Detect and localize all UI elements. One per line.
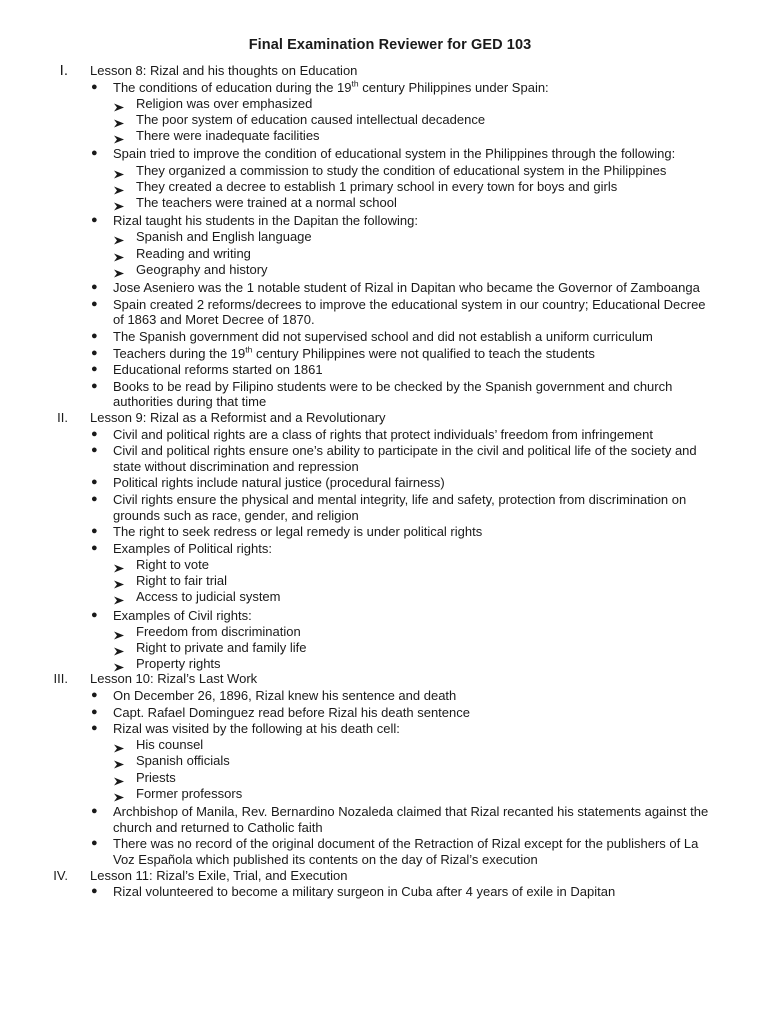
bullet-dot-icon: ● xyxy=(91,885,98,898)
bullet-text: Capt. Rafael Dominguez read before Rizal his death sentence xyxy=(113,704,470,720)
sub-item xyxy=(113,589,718,605)
sub-item xyxy=(113,128,718,144)
bullet-text: Archbishop of Manila, Rev. Bernardino Nozaleda claimed that Rizal recanted his statements against the church and returned to Catholic faith xyxy=(113,804,709,835)
lesson-section xyxy=(40,868,718,900)
sub-item-text: Reading and writing xyxy=(136,245,251,261)
arrow-bullet-icon xyxy=(113,100,125,109)
document-title: Final Examination Reviewer for GED 103 xyxy=(248,37,532,53)
bullet-item xyxy=(90,884,718,900)
sub-item xyxy=(113,573,718,589)
bullet-text: Spain created 2 reforms/decrees to improve the educational system in our country; Educational Decree of 1863 and Moret Decree of 1870. xyxy=(113,296,706,328)
sub-item xyxy=(113,229,718,245)
sub-item-text: Religion was over emphasized xyxy=(136,95,313,111)
lesson-section xyxy=(40,410,718,672)
sub-item-text: Property rights xyxy=(136,655,221,671)
bullet-text: Rizal taught his students in the Dapitan the following: xyxy=(113,213,418,229)
bullet-dot-icon: ● xyxy=(91,837,98,850)
bullet-item xyxy=(90,804,718,835)
bullet-item xyxy=(90,524,718,540)
bullet-item xyxy=(90,379,718,410)
arrow-bullet-icon xyxy=(113,774,125,783)
bullet-text: There was no record of the original document of the Retraction of Rizal except for the publishers of La Voz Española which published its contents on the day of Rizal’s execution xyxy=(113,836,699,867)
bullet-item xyxy=(90,475,718,491)
bullet-item xyxy=(90,280,718,296)
bullet-item xyxy=(90,362,718,378)
sub-item-text: Former professors xyxy=(136,785,243,801)
sub-item-text: Priests xyxy=(136,769,176,785)
bullet-list xyxy=(90,80,718,410)
bullet-text: Rizal was visited by the following at his death cell: xyxy=(113,721,400,737)
bullet-dot-icon: ● xyxy=(91,722,98,735)
bullet-dot-icon: ● xyxy=(91,346,98,359)
sub-item-text: Spanish officials xyxy=(136,753,230,769)
bullet-dot-icon: ● xyxy=(91,525,98,538)
sub-item-text: There were inadequate facilities xyxy=(136,127,320,143)
section-numeral: III. xyxy=(53,671,68,687)
sub-item-text: Geography and history xyxy=(136,261,268,277)
bullet-item xyxy=(90,705,718,721)
bullet-item xyxy=(90,427,718,443)
sub-list xyxy=(113,96,718,144)
bullet-item xyxy=(90,297,718,328)
arrow-bullet-icon xyxy=(113,757,125,766)
bullet-text-part: century Philippines were not qualified to teach the students xyxy=(252,345,595,361)
bullet-text-part: The conditions of education during the 19 xyxy=(113,79,352,95)
sub-item xyxy=(113,557,718,573)
bullet-list xyxy=(90,884,718,900)
lesson-heading: Lesson 8: Rizal and his thoughts on Education xyxy=(90,63,358,78)
arrow-bullet-icon xyxy=(113,593,125,602)
bullet-text: Spain tried to improve the condition of educational system in the Philippines through the following: xyxy=(113,146,676,162)
ordinal-suffix: th xyxy=(351,78,359,89)
bullet-text: Rizal volunteered to become a military surgeon in Cuba after 4 years of exile in Dapitan xyxy=(113,884,616,900)
ordinal-suffix: th xyxy=(245,344,253,355)
sub-item-text: The teachers were trained at a normal school xyxy=(136,194,397,210)
bullet-item xyxy=(90,346,718,362)
sub-item-text: They created a decree to establish 1 primary school in every town for boys and girls xyxy=(136,178,618,194)
lesson-heading: Lesson 10: Rizal’s Last Work xyxy=(90,671,258,687)
bullet-list xyxy=(90,688,718,868)
bullet-dot-icon: ● xyxy=(91,427,98,440)
sub-item-text: They organized a commission to study the condition of educational system in the Philippines xyxy=(136,162,667,178)
sub-item xyxy=(113,262,718,278)
bullet-dot-icon: ● xyxy=(91,541,98,554)
arrow-bullet-icon xyxy=(113,167,125,176)
sub-item xyxy=(113,786,718,802)
bullet-dot-icon: ● xyxy=(91,608,98,621)
arrow-bullet-icon xyxy=(113,266,125,275)
bullet-text xyxy=(113,80,549,95)
bullet-item xyxy=(90,836,718,867)
arrow-bullet-icon xyxy=(113,577,125,586)
bullet-dot-icon: ● xyxy=(91,379,98,392)
lesson-sections xyxy=(40,63,718,900)
bullet-dot-icon: ● xyxy=(91,80,98,93)
bullet-item xyxy=(90,721,718,801)
bullet-text: Examples of Civil rights: xyxy=(113,607,252,623)
bullet-item xyxy=(90,443,718,474)
sub-item xyxy=(113,624,718,640)
bullet-text-part: century Philippines under Spain: xyxy=(358,79,549,95)
arrow-bullet-icon xyxy=(113,233,125,242)
bullet-text: Civil and political rights ensure one’s ability to participate in the civil and political life of the society and state without discrimination and repression xyxy=(113,443,697,474)
sub-item xyxy=(113,737,718,753)
bullet-text: Jose Aseniero was the 1 notable student of Rizal in Dapitan who became the Governor of Zamboanga xyxy=(113,280,700,296)
sub-item xyxy=(113,656,718,672)
bullet-text: Civil and political rights are a class of rights that protect individuals’ freedom from infringement xyxy=(113,426,653,442)
arrow-bullet-icon xyxy=(113,561,125,570)
sub-list xyxy=(113,229,718,277)
arrow-bullet-icon xyxy=(113,790,125,799)
sub-item xyxy=(113,96,718,112)
bullet-dot-icon: ● xyxy=(91,214,98,227)
bullet-text-part: Teachers during the 19 xyxy=(113,345,246,361)
sub-item xyxy=(113,195,718,211)
arrow-bullet-icon xyxy=(113,644,125,653)
sub-item xyxy=(113,770,718,786)
sub-list xyxy=(113,624,718,672)
arrow-bullet-icon xyxy=(113,660,125,669)
bullet-item xyxy=(90,492,718,523)
lesson-heading: Lesson 11: Rizal’s Exile, Trial, and Execution xyxy=(90,867,348,883)
arrow-bullet-icon xyxy=(113,116,125,125)
sub-item-text: Right to vote xyxy=(136,556,209,572)
arrow-bullet-icon xyxy=(113,250,125,259)
bullet-item xyxy=(90,80,718,144)
bullet-dot-icon: ● xyxy=(91,492,98,505)
bullet-text: Civil rights ensure the physical and mental integrity, life and safety, protection from discrimination on grounds such as race, gender, and religion xyxy=(113,491,687,523)
lesson-heading: Lesson 9: Rizal as a Reformist and a Revolutionary xyxy=(90,409,386,425)
arrow-bullet-icon xyxy=(113,183,125,192)
bullet-item xyxy=(90,541,718,605)
sub-item-text: The poor system of education caused intellectual decadence xyxy=(136,111,486,127)
sub-item xyxy=(113,246,718,262)
lesson-section xyxy=(40,63,718,410)
bullet-dot-icon: ● xyxy=(91,363,98,376)
arrow-bullet-icon xyxy=(113,628,125,637)
sub-item xyxy=(113,753,718,769)
sub-item-text: Right to fair trial xyxy=(136,572,228,588)
bullet-text: The Spanish government did not supervised school and did not establish a uniform curriculum xyxy=(113,329,653,344)
section-numeral: II. xyxy=(57,409,68,425)
bullet-dot-icon: ● xyxy=(91,805,98,818)
arrow-bullet-icon xyxy=(113,199,125,208)
bullet-text: On December 26, 1896, Rizal knew his sentence and death xyxy=(113,688,457,704)
arrow-bullet-icon xyxy=(113,741,125,750)
sub-item xyxy=(113,163,718,179)
sub-list xyxy=(113,557,718,605)
bullet-item xyxy=(90,146,718,210)
bullet-dot-icon: ● xyxy=(91,476,98,489)
sub-list xyxy=(113,163,718,211)
bullet-text: Political rights include natural justice (procedural fairness) xyxy=(113,475,445,491)
bullet-text xyxy=(113,346,595,361)
bullet-dot-icon: ● xyxy=(91,444,98,457)
sub-item-text: Right to private and family life xyxy=(136,639,307,655)
sub-item-text: His counsel xyxy=(136,737,204,753)
arrow-bullet-icon xyxy=(113,132,125,141)
sub-item-text: Freedom from discrimination xyxy=(136,623,301,639)
sub-list xyxy=(113,737,718,801)
sub-item-text: Access to judicial system xyxy=(136,589,281,604)
bullet-dot-icon: ● xyxy=(91,281,98,294)
sub-item-text: Spanish and English language xyxy=(136,229,312,245)
bullet-text: Educational reforms started on 1861 xyxy=(113,362,323,378)
bullet-item xyxy=(90,213,718,277)
section-numeral: IV. xyxy=(53,867,68,883)
bullet-list xyxy=(90,427,718,672)
lesson-section xyxy=(40,671,718,867)
sub-item xyxy=(113,640,718,656)
bullet-text: The right to seek redress or legal remedy is under political rights xyxy=(113,524,483,540)
sub-item xyxy=(113,112,718,128)
section-numeral: I. xyxy=(59,62,68,79)
sub-item xyxy=(113,179,718,195)
bullet-text: Books to be read by Filipino students were to be checked by the Spanish government and church authorities during that time xyxy=(113,378,673,410)
bullet-item xyxy=(90,329,718,345)
bullet-item xyxy=(90,608,718,672)
bullet-dot-icon: ● xyxy=(91,689,98,702)
bullet-dot-icon: ● xyxy=(91,705,98,718)
bullet-item xyxy=(90,688,718,704)
bullet-dot-icon: ● xyxy=(91,147,98,160)
bullet-dot-icon: ● xyxy=(91,330,98,342)
bullet-text: Examples of Political rights: xyxy=(113,540,272,556)
bullet-dot-icon: ● xyxy=(91,297,98,310)
